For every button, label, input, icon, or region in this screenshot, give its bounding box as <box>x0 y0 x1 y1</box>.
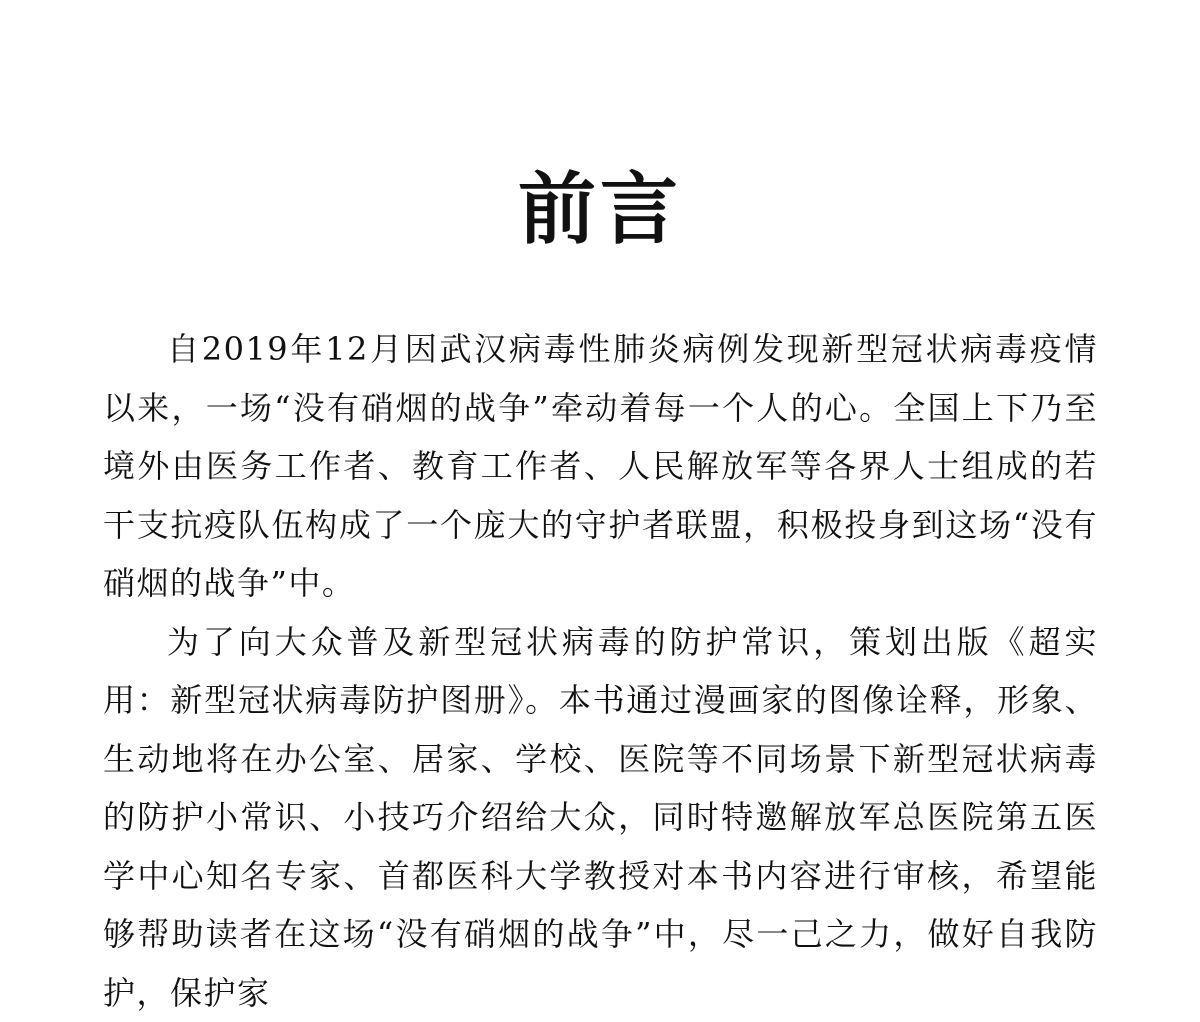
paragraph-1: 自2019年12月因武汉病毒性肺炎病例发现新型冠状病毒疫情以来，一场“没有硝烟的战争”牵动着每一个人的心。全国上下乃至境外由医务工作者、教育工作者、人民解放军等各界人士组成的若干支抗疫队伍构成了一个庞大的守护者联盟，积极投身到这场“没有硝烟的战争”中。 <box>103 320 1098 613</box>
page-title: 前言 <box>0 160 1200 260</box>
paragraph-2: 为了向大众普及新型冠状病毒的防护常识，策划出版《超实用：新型冠状病毒防护图册》。本书通过漫画家的图像诠释，形象、生动地将在办公室、居家、学校、医院等不同场景下新型冠状病毒的防护小常识、小技巧介绍给大众，同时特邀解放军总医院第五医学中心知名专家、首都医科大学教授对本书内容进行审核，希望能够帮助读者在这场“没有硝烟的战争”中，尽一己之力，做好自我防护，保护家 <box>103 613 1098 1022</box>
preface-body <box>103 320 1098 1022</box>
